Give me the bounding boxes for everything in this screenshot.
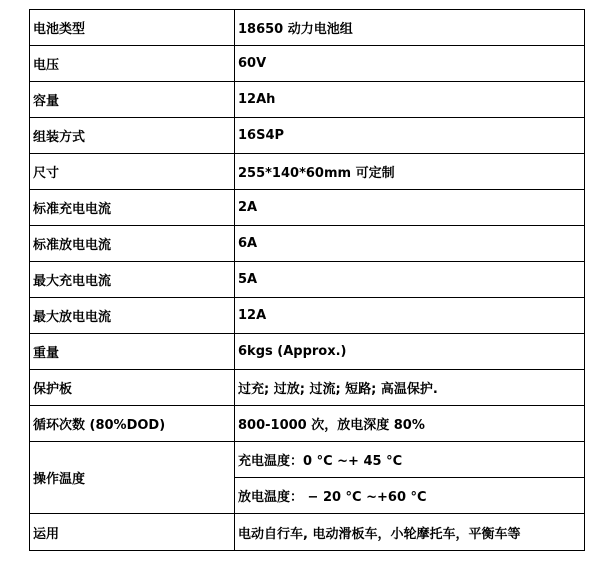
value-voltage: 60V [235,46,585,82]
row-std-discharge-current [30,226,585,262]
value-capacity: 12Ah [235,82,585,118]
row-voltage [30,46,585,82]
label-weight: 重量 [30,334,235,370]
value-protection-board: 过充; 过放; 过流; 短路; 高温保护. [235,370,585,406]
label-std-discharge-current: 标准放电电流 [30,226,235,262]
row-capacity [30,82,585,118]
label-assembly: 组装方式 [30,118,235,154]
row-weight [30,334,585,370]
value-dimensions: 255*140*60mm 可定制 [235,154,585,190]
value-weight: 6kgs (Approx.) [235,334,585,370]
value-std-charge-current: 2A [235,190,585,226]
value-cycle-count: 800-1000 次，放电深度 80% [235,406,585,442]
row-protection-board [30,370,585,406]
value-assembly: 16S4P [235,118,585,154]
row-max-charge-current [30,262,585,298]
label-capacity: 容量 [30,82,235,118]
value-charge-temp: 充电温度：0 °C ~+ 45 °C [235,442,585,478]
label-operating-temp: 操作温度 [30,442,235,514]
value-max-discharge-current: 12A [235,298,585,334]
row-std-charge-current [30,190,585,226]
row-operating-temp-charge [30,442,585,478]
label-application: 运用 [30,514,235,551]
label-cycle-count: 循环次数 (80%DOD) [30,406,235,442]
value-discharge-temp: 放电温度： − 20 °C ~+60 °C [235,478,585,514]
label-voltage: 电压 [30,46,235,82]
row-assembly [30,118,585,154]
label-max-charge-current: 最大充电电流 [30,262,235,298]
value-max-charge-current: 5A [235,262,585,298]
label-std-charge-current: 标准充电电流 [30,190,235,226]
row-cycle-count [30,406,585,442]
row-application [30,514,585,551]
value-battery-type: 18650 动力电池组 [235,10,585,46]
row-dimensions [30,154,585,190]
value-std-discharge-current: 6A [235,226,585,262]
label-max-discharge-current: 最大放电电流 [30,298,235,334]
value-application: 电动自行车, 电动滑板车，小轮摩托车，平衡车等 [235,514,585,551]
spec-table [29,9,585,551]
label-protection-board: 保护板 [30,370,235,406]
label-dimensions: 尺寸 [30,154,235,190]
row-max-discharge-current [30,298,585,334]
label-battery-type: 电池类型 [30,10,235,46]
row-battery-type [30,10,585,46]
